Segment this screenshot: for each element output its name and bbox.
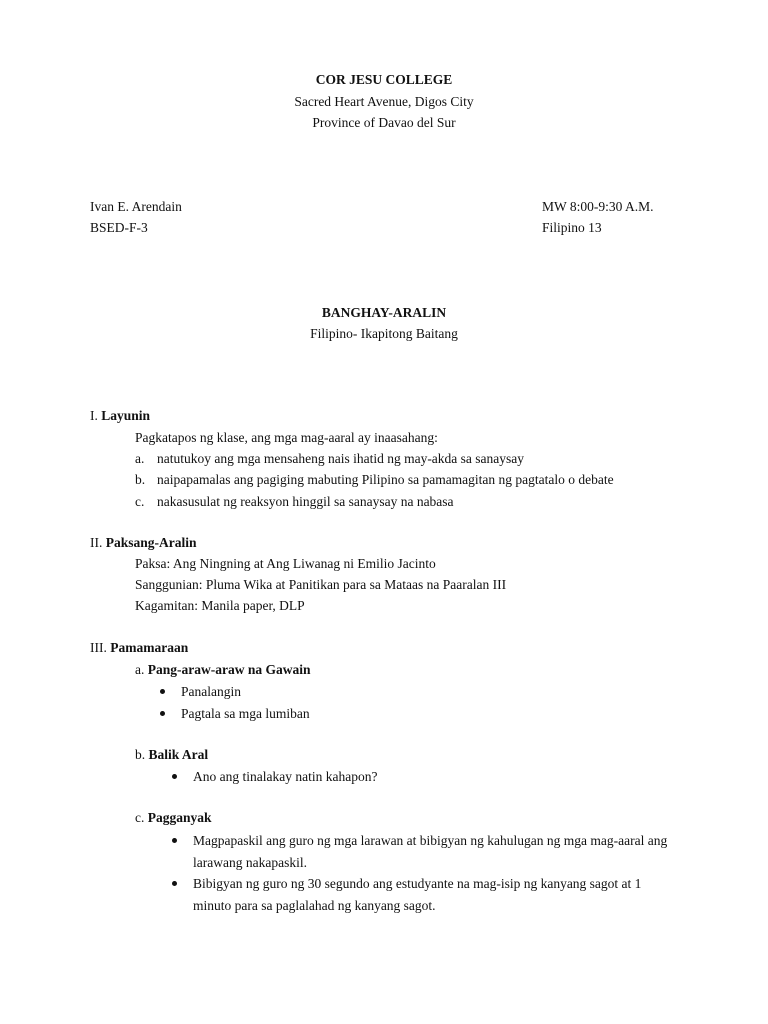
class-subject: Filipino 13 <box>542 220 602 235</box>
section-paksang-heading <box>90 535 197 551</box>
layunin-intro: Pagkatapos ng klase, ang mga mag-aaral ay inaasahang: <box>135 430 438 445</box>
list-item-letter: a. <box>135 451 145 466</box>
list-item: Panalangin <box>181 684 241 699</box>
bullet-icon <box>172 774 177 779</box>
sanggunian-line: Sanggunian: Pluma Wika at Panitikan para sa Mataas na Paaralan III <box>135 577 507 592</box>
list-item-letter: b. <box>135 472 146 487</box>
document-subtitle: Filipino- Ikapitong Baitang <box>310 326 458 341</box>
list-item: Pagtala sa mga lumiban <box>181 706 310 721</box>
class-schedule: MW 8:00-9:30 A.M. <box>542 199 654 214</box>
paksa-line: Paksa: Ang Ningning at Ang Liwanag ni Emilio Jacinto <box>135 556 436 571</box>
section-number: III. <box>90 640 111 655</box>
list-item: nakasusulat ng reaksyon hinggil sa sanaysay na nabasa <box>157 494 454 509</box>
bullet-icon <box>160 711 165 716</box>
school-province: Province of Davao del Sur <box>312 115 456 130</box>
section-title: Pamamaraan <box>110 640 189 655</box>
list-item: Magpapaskil ang guro ng mga larawan at bibigyan ng kahulugan ng mga mag-aaral ang larawang nakapaskil. <box>193 833 668 870</box>
list-item: naipapamalas ang pagiging mabuting Pilipino sa pamamagitan ng pagtatalo o debate <box>157 472 614 487</box>
section-pamamaraan-heading <box>90 640 188 656</box>
document-title: BANGHAY-ARALIN <box>321 305 447 320</box>
section-number: I. <box>90 408 102 423</box>
subsection-b-heading: b. Balik Aral <box>135 747 209 762</box>
kagamitan-line: Kagamitan: Manila paper, DLP <box>135 598 305 613</box>
school-address: Sacred Heart Avenue, Digos City <box>294 94 474 109</box>
bullet-icon <box>172 881 177 886</box>
student-name: Ivan E. Arendain <box>90 199 182 214</box>
subsection-a-heading: a. Pang-araw-araw na Gawain <box>135 662 311 677</box>
list-item: natutukoy ang mga mensaheng nais ihatid ng may-akda sa sanaysay <box>157 451 525 466</box>
school-name: COR JESU COLLEGE <box>315 72 453 87</box>
subsection-c-heading: c. Pagganyak <box>135 810 212 825</box>
bullet-icon <box>160 689 165 694</box>
section-title: Paksang-Aralin <box>105 535 197 550</box>
bullet-icon <box>172 838 177 843</box>
list-item: Bibigyan ng guro ng 30 segundo ang estudyante na mag-isip ng kanyang sagot at 1 minuto para sa paglalahad ng kanyang sagot. <box>193 876 642 913</box>
section-title: Layunin <box>101 408 151 423</box>
section-layunin-heading <box>90 408 150 424</box>
list-item: Ano ang tinalakay natin kahapon? <box>193 769 378 784</box>
student-course: BSED-F-3 <box>90 220 148 235</box>
list-item-letter: c. <box>135 494 145 509</box>
section-number: II. <box>90 535 106 550</box>
